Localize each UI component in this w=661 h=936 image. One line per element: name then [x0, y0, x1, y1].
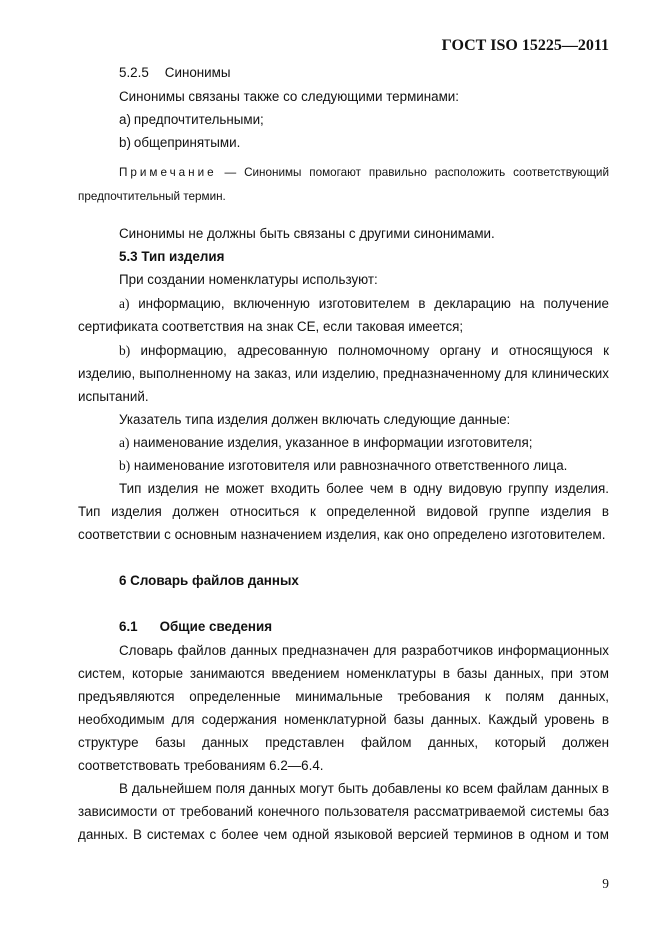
note-line — [119, 164, 609, 182]
paragraph-line: Тип изделия не может входить более чем в одну видовую группу изделия. — [119, 481, 609, 496]
clause-5-3-heading: 5.3 Тип изделия — [119, 249, 225, 264]
list-marker: a) — [119, 435, 130, 450]
paragraph-line: зависимости от требований конечного пользователя рассматриваемой системы баз — [78, 804, 609, 819]
note-label: Примечание — [119, 166, 217, 179]
clause-number: 5.2.5 — [119, 65, 149, 80]
list-item — [119, 434, 532, 452]
clause-5-2-5-heading — [119, 64, 231, 82]
clause-number: 6.1 — [119, 619, 138, 634]
page-number: 9 — [602, 876, 609, 891]
type-pointer-intro: Указатель типа изделия должен включать следующие данные: — [119, 412, 511, 427]
paragraph-line: Тип изделия должен относиться к определенной видовой группе изделия в — [78, 504, 609, 519]
list-marker: b) — [119, 458, 131, 473]
list-text: наименование изделия, указанное в информации изготовителя; — [133, 435, 533, 450]
paragraph-line: предъявляются определенные минимальные требования к полям данных, — [78, 689, 609, 704]
list-text-cont: изделию, выполненному на заказ, или изделию, предназначенному для клинических — [78, 366, 609, 381]
clause-title: Синонимы — [164, 65, 231, 80]
list-text: общепринятыми. — [133, 135, 241, 150]
paragraph-line: соответствии с основным назначением изделия, как оно определено изготовителем. — [78, 527, 606, 542]
list-text-cont: испытаний. — [78, 389, 149, 404]
list-item — [119, 342, 609, 360]
clause-title: Общие сведения — [159, 619, 273, 634]
note-text: — Синонимы помогают правильно расположить соответствующий — [224, 166, 609, 179]
paragraph-line: структуре базы данных представлен файлом данных, который должен — [78, 735, 609, 750]
nomenclature-intro: При создании номенклатуры используют: — [119, 272, 378, 287]
paragraph-line: соответствовать требованиям 6.2—6.4. — [78, 758, 324, 773]
paragraph-line: необходимым для содержания номенклатурной базы данных. Каждый уровень в — [78, 712, 609, 727]
list-text-cont: сертификата соответствия на знак CE, если таковая имеется; — [78, 319, 464, 334]
list-text: предпочтительными; — [133, 112, 264, 127]
note-line-2: предпочтительный термин. — [78, 190, 226, 203]
list-marker: b) — [119, 135, 131, 150]
synonyms-rule: Синонимы не должны быть связаны с другими синонимами. — [119, 226, 495, 241]
list-item — [119, 295, 609, 313]
list-marker: a) — [119, 296, 130, 311]
list-text: информацию, включенную изготовителем в декларацию на получение — [138, 296, 609, 311]
paragraph-line: данных. В системах с более чем одной языковой версией терминов в одном и том — [78, 827, 609, 842]
paragraph-line: В дальнейшем поля данных могут быть добавлены ко всем файлам данных в — [119, 781, 609, 796]
synonyms-intro: Синонимы связаны также со следующими терминами: — [119, 89, 460, 104]
clause-6-1-heading — [119, 618, 272, 636]
list-text: информацию, адресованную полномочному органу и относящуюся к — [140, 343, 609, 358]
list-item — [119, 134, 240, 152]
list-marker: b) — [119, 343, 131, 358]
list-item — [119, 457, 567, 475]
section-6-heading: 6 Словарь файлов данных — [119, 573, 299, 588]
list-text: наименование изготовителя или равнозначного ответственного лица. — [133, 458, 568, 473]
list-item — [119, 111, 264, 129]
standard-header: ГОСТ ISO 15225—2011 — [441, 37, 609, 54]
paragraph-line: Словарь файлов данных предназначен для разработчиков информационных — [119, 643, 609, 658]
list-marker: a) — [119, 112, 131, 127]
paragraph-line: систем, которые занимаются введением номенклатуры в базы данных, при этом — [78, 666, 609, 681]
